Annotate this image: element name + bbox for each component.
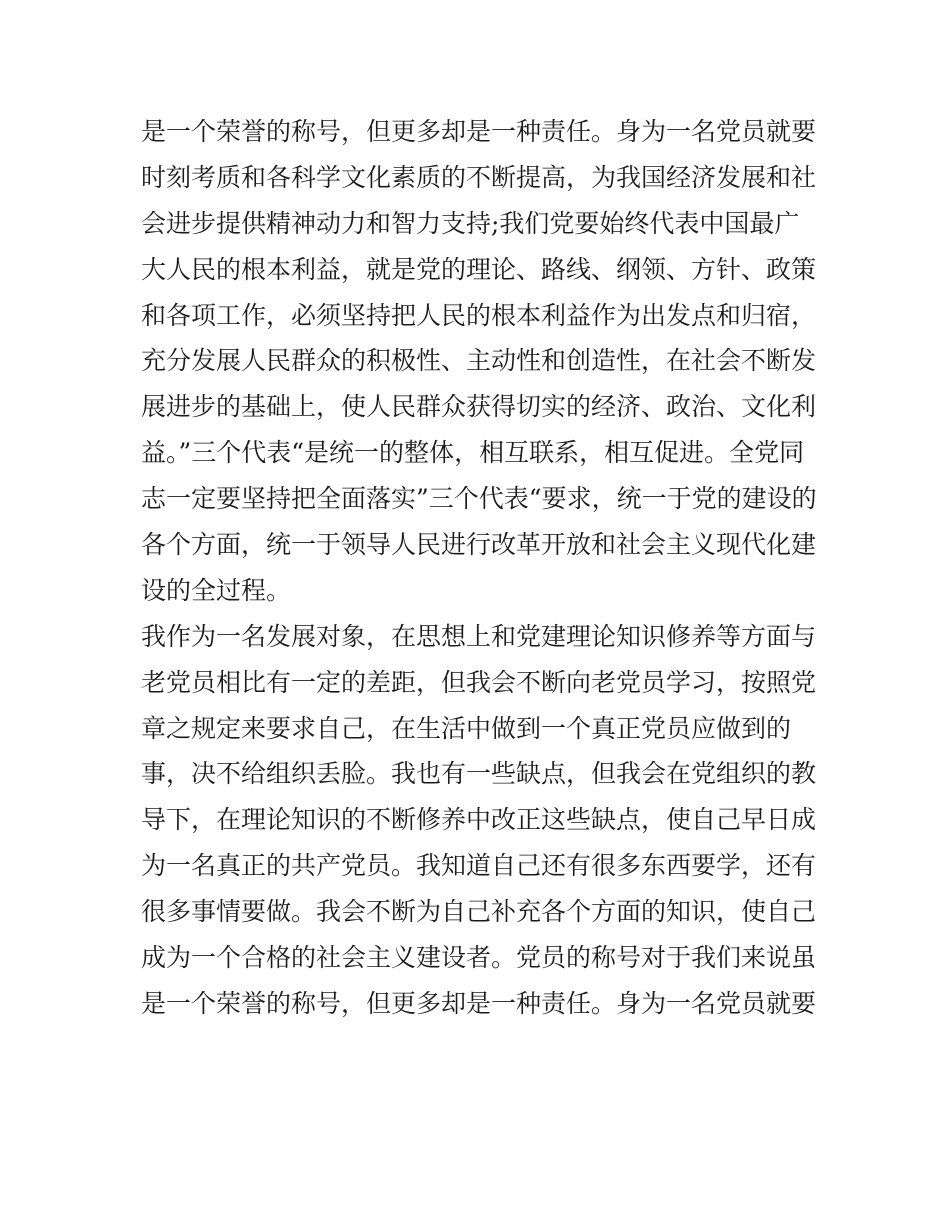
text-line: 充分发展人民群众的积极性、主动性和创造性，在社会不断发 — [141, 346, 817, 376]
text-line: 为一名真正的共产党员。我知道自己还有很多东西要学，还有 — [141, 851, 817, 881]
body-text — [141, 109, 821, 1027]
text-line: 会进步提供精神动力和智力支持;我们党要始终代表中国最广 — [141, 208, 800, 238]
text-line: 成为一个合格的社会主义建设者。党员的称号对于我们来说虽 — [141, 943, 817, 973]
text-line: 益。”三个代表“是统一的整体，相互联系，相互促进。全党同 — [141, 438, 805, 468]
text-line: 事，决不给组织丢脸。我也有一些缺点，但我会在党组织的教 — [141, 759, 817, 789]
text-line: 我作为一名发展对象，在思想上和党建理论知识修养等方面与 — [141, 621, 817, 651]
text-line: 各个方面，统一于领导人民进行改革开放和社会主义现代化建 — [141, 530, 817, 560]
text-line: 很多事情要做。我会不断为自己补充各个方面的知识，使自己 — [141, 897, 817, 927]
text-line: 和各项工作，必须坚持把人民的根本利益作为出发点和归宿， — [141, 300, 817, 330]
text-line: 是一个荣誉的称号，但更多却是一种责任。身为一名党员就要 — [141, 988, 817, 1018]
text-line: 展进步的基础上，使人民群众获得切实的经济、政治、文化利 — [141, 392, 817, 422]
text-line: 老党员相比有一定的差距，但我会不断向老党员学习，按照党 — [141, 667, 817, 697]
text-line: 设的全过程。 — [141, 575, 292, 605]
text-line: 导下，在理论知识的不断修养中改正这些缺点，使自己早日成 — [141, 805, 817, 835]
text-line: 大人民的根本利益，就是党的理论、路线、纲领、方针、政策 — [141, 254, 817, 284]
text-line: 章之规定来要求自己，在生活中做到一个真正党员应做到的 — [141, 713, 792, 743]
text-line: 志一定要坚持把全面落实”三个代表“要求，统一于党的建设的 — [141, 484, 817, 514]
text-line: 是一个荣誉的称号，但更多却是一种责任。身为一名党员就要 — [141, 117, 817, 146]
text-line: 时刻考质和各科学文化素质的不断提高，为我国经济发展和社 — [141, 162, 817, 192]
